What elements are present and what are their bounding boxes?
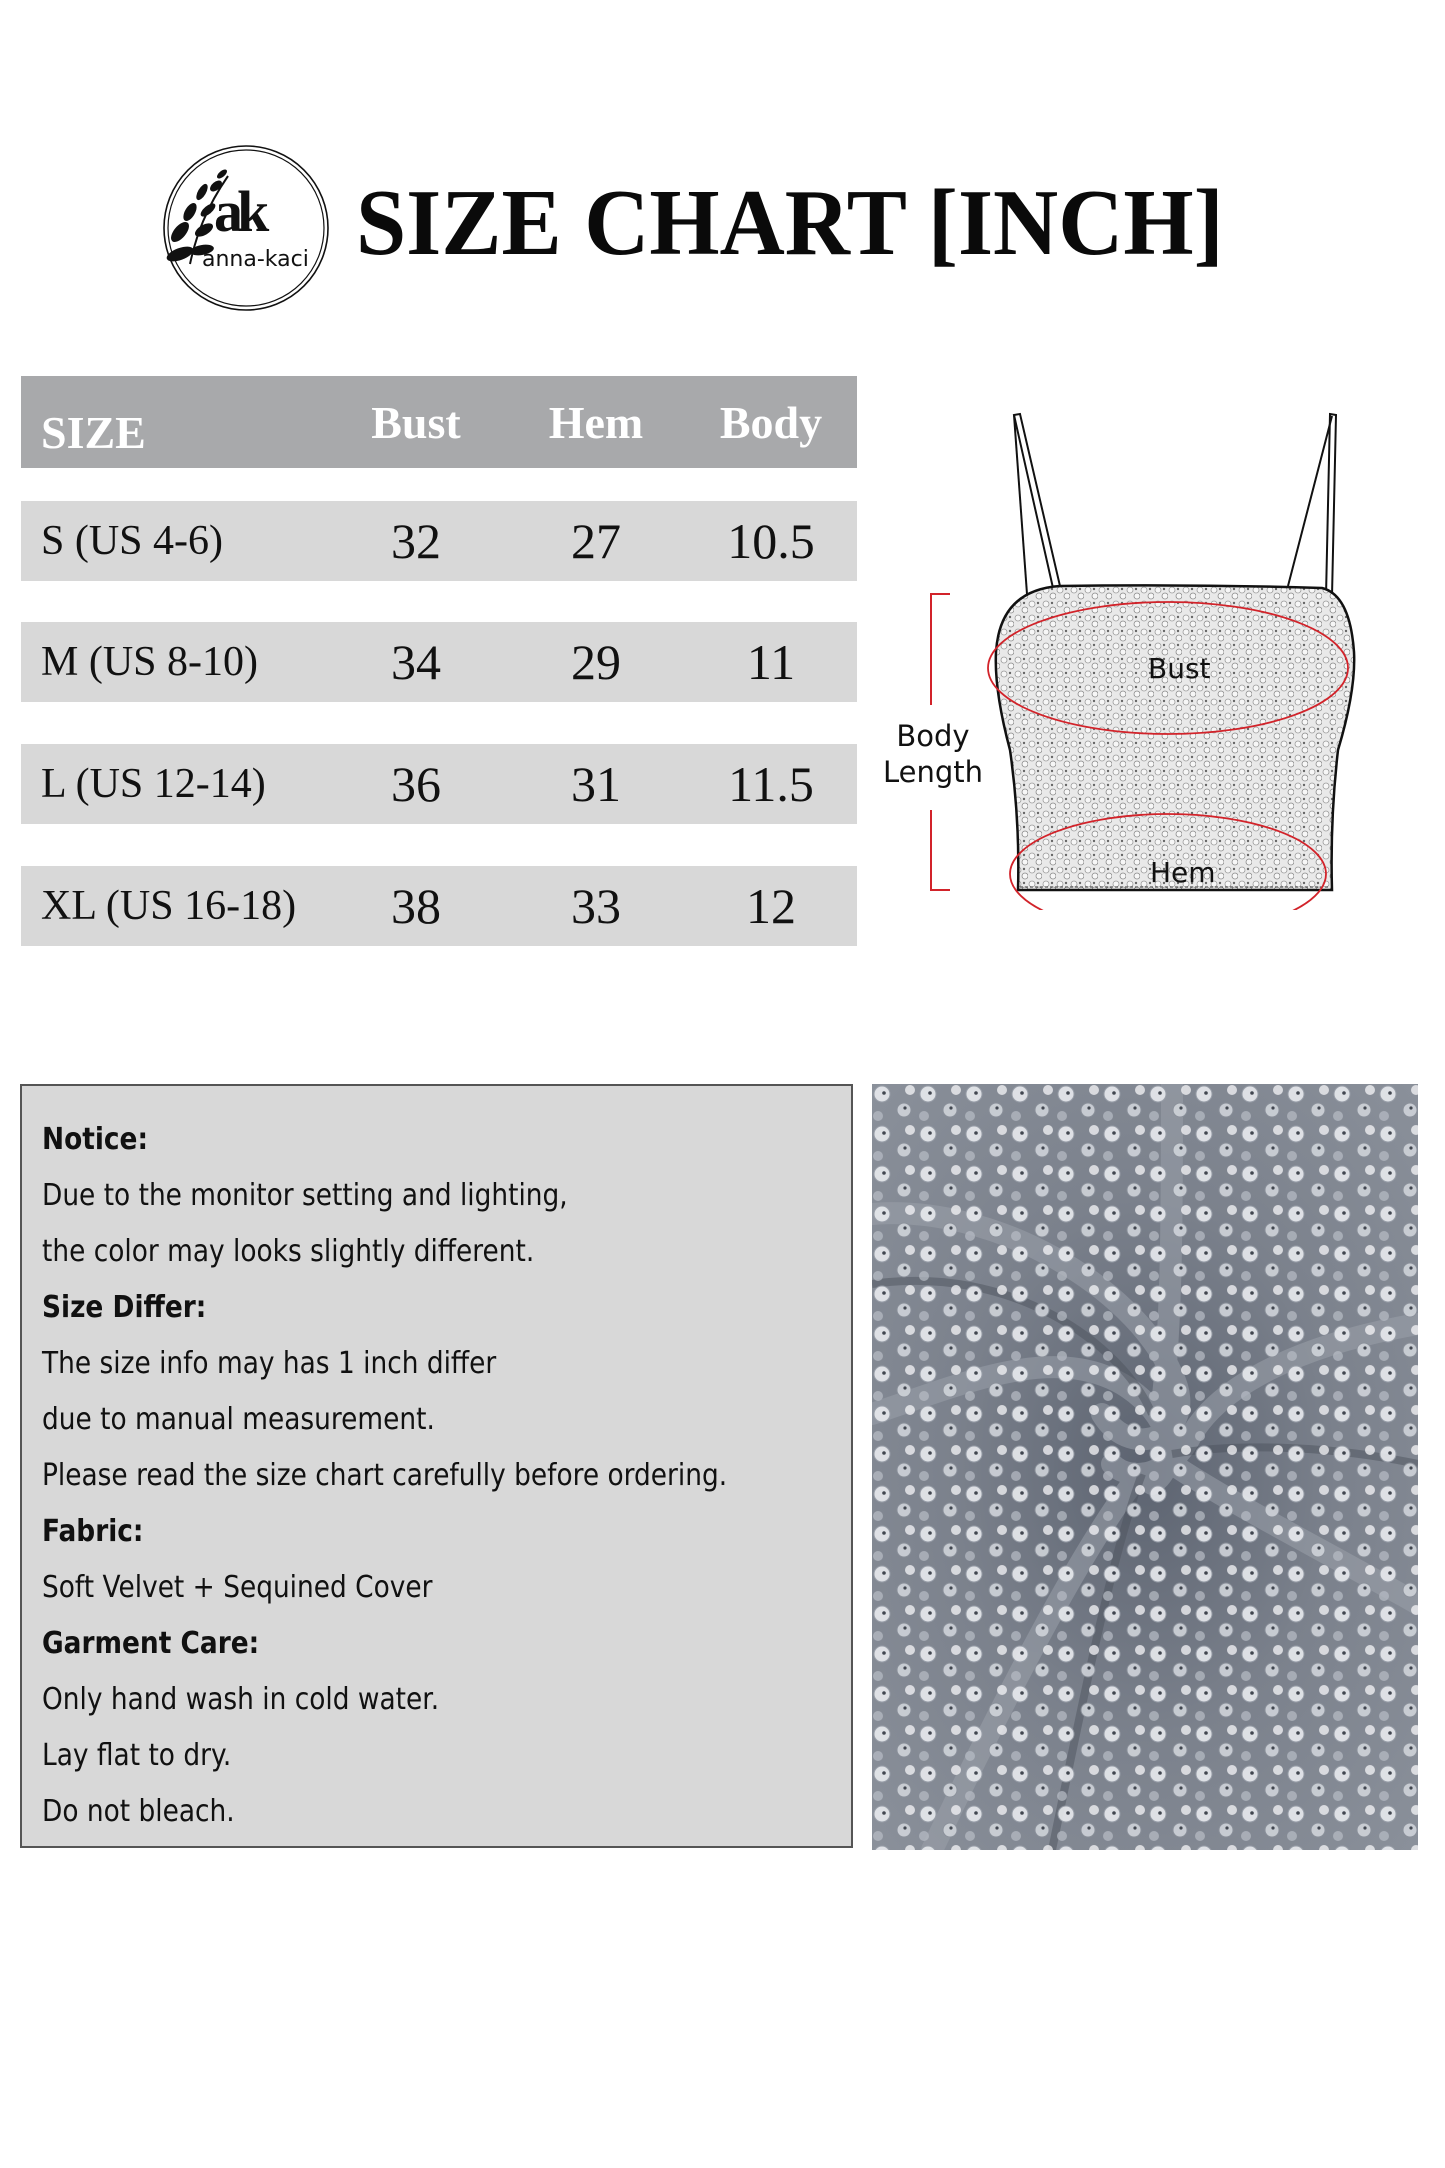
cell-size: M (US 8-10) — [41, 639, 258, 685]
fabric-value: Soft Velvet + Sequined Cover — [42, 1570, 433, 1605]
bust-label: Bust — [1148, 652, 1211, 685]
notice-line: The size info may has 1 inch differ — [42, 1346, 497, 1381]
care-line: Only hand wash in cold water. — [42, 1682, 440, 1717]
size-differ-heading: Size Differ: — [42, 1290, 207, 1325]
garment-care-heading: Garment Care: — [42, 1626, 260, 1661]
logo-wordmark: anna-kaci — [202, 247, 309, 272]
cell-hem: 29 — [571, 634, 621, 690]
cell-body: 11 — [746, 634, 796, 690]
table-header-row — [21, 376, 857, 468]
sequin-fabric-image-icon — [872, 1084, 1418, 1850]
cell-size: XL (US 16-18) — [41, 883, 297, 929]
cell-body: 12 — [746, 878, 796, 934]
col-header-hem: Hem — [548, 396, 644, 448]
brand-logo — [150, 136, 332, 318]
notice-line: Due to the monitor setting and lighting, — [42, 1178, 568, 1213]
table-row — [21, 622, 857, 702]
fabric-heading: Fabric: — [42, 1514, 144, 1549]
hem-label: Hem — [1150, 856, 1216, 889]
table-row — [21, 501, 857, 581]
cell-body: 11.5 — [728, 756, 814, 812]
care-line: Do not bleach. — [42, 1794, 235, 1829]
logo-monogram: ak — [214, 179, 264, 244]
body-length-line1: Body — [896, 719, 970, 753]
table-row — [21, 866, 857, 946]
care-line: Lay flat to dry. — [42, 1738, 232, 1773]
col-header-body: Body — [719, 396, 823, 448]
cell-hem: 31 — [571, 756, 621, 812]
cell-bust: 34 — [391, 634, 441, 690]
notice-box — [20, 1084, 853, 1848]
cell-size: L (US 12-14) — [41, 761, 266, 807]
notice-heading: Notice: — [42, 1122, 149, 1157]
table-row — [21, 744, 857, 824]
page-title: SIZE CHART [INCH] — [356, 171, 1224, 275]
cell-body: 10.5 — [727, 513, 815, 569]
fabric-photo — [872, 1084, 1418, 1850]
cell-hem: 27 — [571, 513, 621, 569]
notice-text — [42, 1112, 821, 1840]
col-header-bust: Bust — [371, 396, 461, 448]
cell-bust: 36 — [391, 756, 441, 812]
notice-line: due to manual measurement. — [42, 1402, 435, 1437]
cell-size: S (US 4-6) — [41, 518, 224, 564]
notice-line: the color may looks slightly different. — [42, 1234, 535, 1269]
body-length-line2: Length — [882, 755, 984, 789]
cell-bust: 38 — [391, 878, 441, 934]
garment-diagram — [860, 390, 1400, 910]
notice-line: Please read the size chart carefully before ordering. — [42, 1458, 728, 1493]
cami-top-illustration-icon — [860, 390, 1400, 910]
col-header-size: SIZE — [41, 406, 146, 458]
cell-bust: 32 — [391, 513, 441, 569]
body-length-label — [868, 718, 998, 790]
cell-hem: 33 — [571, 878, 621, 934]
